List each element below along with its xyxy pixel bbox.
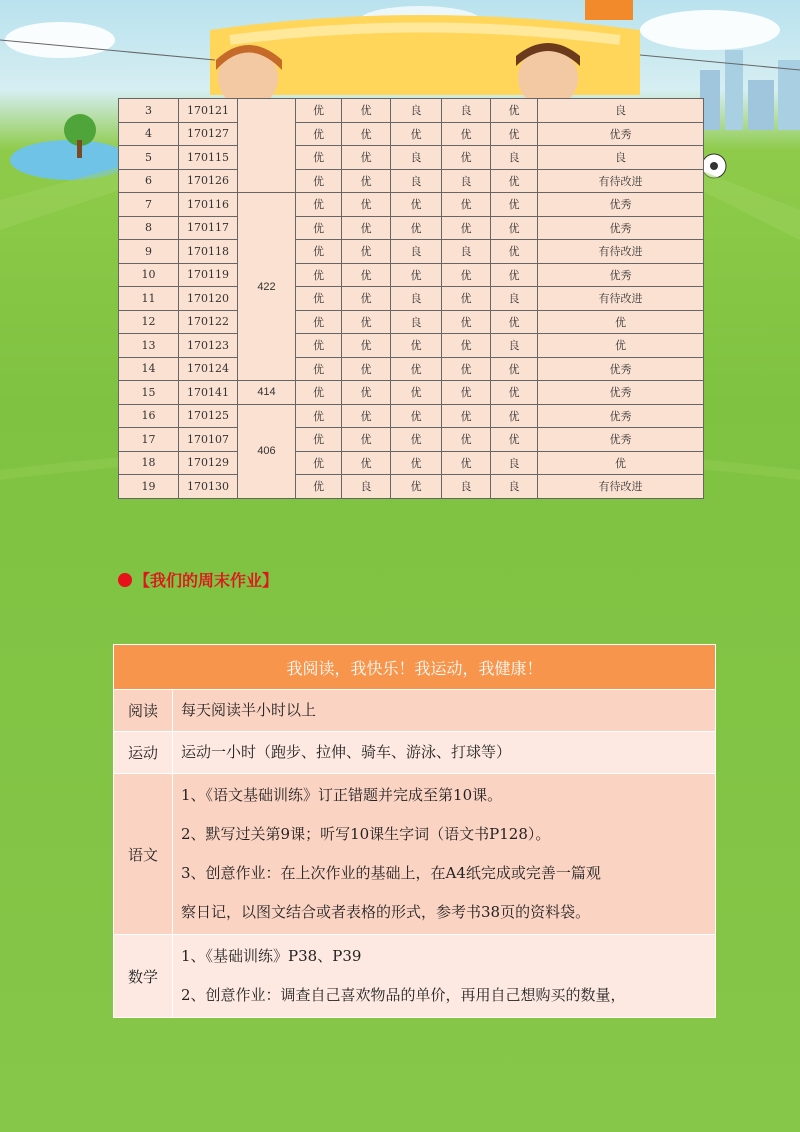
table-row bbox=[119, 334, 704, 358]
grade-cell: 优 bbox=[391, 475, 442, 499]
student-id: 170118 bbox=[179, 240, 238, 264]
table-row bbox=[119, 193, 704, 217]
grade-cell: 优 bbox=[442, 381, 491, 405]
math-task-line: 2、创意作业：调查自己喜欢物品的单价，再用自己想购买的数量， bbox=[181, 986, 626, 1004]
grade-cell: 优 bbox=[296, 146, 342, 170]
grade-cell: 良 bbox=[342, 475, 391, 499]
student-id: 170122 bbox=[179, 310, 238, 334]
overall-rating: 有待改进 bbox=[538, 475, 704, 499]
student-id: 170127 bbox=[179, 122, 238, 146]
grade-cell: 优 bbox=[296, 451, 342, 475]
overall-rating: 优秀 bbox=[538, 381, 704, 405]
grades-table bbox=[118, 98, 704, 499]
grade-cell: 优 bbox=[442, 193, 491, 217]
row-number: 17 bbox=[119, 428, 179, 452]
table-row bbox=[119, 146, 704, 170]
grade-cell: 优 bbox=[342, 169, 391, 193]
table-row bbox=[119, 287, 704, 311]
grade-cell: 优 bbox=[342, 240, 391, 264]
grade-cell: 优 bbox=[491, 169, 538, 193]
table-row bbox=[119, 240, 704, 264]
grade-cell: 优 bbox=[342, 334, 391, 358]
grade-cell: 优 bbox=[342, 122, 391, 146]
overall-rating: 优 bbox=[538, 310, 704, 334]
grade-cell: 优 bbox=[296, 122, 342, 146]
grade-cell: 优 bbox=[442, 122, 491, 146]
grade-cell: 优 bbox=[296, 287, 342, 311]
row-number: 16 bbox=[119, 404, 179, 428]
grade-cell: 优 bbox=[491, 240, 538, 264]
overall-rating: 优秀 bbox=[538, 193, 704, 217]
grade-cell: 良 bbox=[442, 240, 491, 264]
student-id: 170117 bbox=[179, 216, 238, 240]
student-id: 170130 bbox=[179, 475, 238, 499]
row-number: 6 bbox=[119, 169, 179, 193]
grade-cell: 优 bbox=[296, 263, 342, 287]
student-id: 170120 bbox=[179, 287, 238, 311]
grade-cell: 优 bbox=[296, 310, 342, 334]
grade-cell: 优 bbox=[491, 99, 538, 123]
grade-cell: 优 bbox=[342, 310, 391, 334]
grade-cell: 优 bbox=[442, 216, 491, 240]
row-number: 12 bbox=[119, 310, 179, 334]
row-number: 4 bbox=[119, 122, 179, 146]
chinese-task-line: 察日记，以图文结合或者表格的形式，参考书38页的资料袋。 bbox=[181, 903, 591, 921]
overall-rating: 良 bbox=[538, 146, 704, 170]
overall-rating: 优秀 bbox=[538, 216, 704, 240]
chinese-label: 语文 bbox=[114, 774, 173, 935]
table-row bbox=[119, 428, 704, 452]
grade-cell: 优 bbox=[442, 334, 491, 358]
grade-cell: 良 bbox=[491, 475, 538, 499]
homework-row-sports bbox=[114, 732, 716, 774]
grade-cell: 良 bbox=[391, 146, 442, 170]
grade-cell: 优 bbox=[442, 451, 491, 475]
chinese-task-line: 2、默写过关第9课；听写10课生字词（语文书P128）。 bbox=[181, 825, 551, 843]
grade-cell: 良 bbox=[391, 240, 442, 264]
room-number: 406 bbox=[238, 404, 296, 498]
chinese-task-line: 3、创意作业：在上次作业的基础上，在A4纸完成或完善一篇观 bbox=[181, 864, 601, 882]
grade-cell: 优 bbox=[296, 404, 342, 428]
room-number bbox=[238, 99, 296, 193]
row-number: 13 bbox=[119, 334, 179, 358]
student-id: 170121 bbox=[179, 99, 238, 123]
grade-cell: 优 bbox=[342, 404, 391, 428]
homework-row-math bbox=[114, 935, 716, 1018]
student-id: 170115 bbox=[179, 146, 238, 170]
row-number: 11 bbox=[119, 287, 179, 311]
reading-text: 每天阅读半小时以上 bbox=[173, 690, 716, 732]
sports-label: 运动 bbox=[114, 732, 173, 774]
table-row bbox=[119, 451, 704, 475]
chinese-tasks bbox=[173, 774, 716, 935]
grade-cell: 优 bbox=[391, 334, 442, 358]
homework-row-chinese bbox=[114, 774, 716, 935]
grade-cell: 优 bbox=[391, 381, 442, 405]
row-number: 10 bbox=[119, 263, 179, 287]
row-number: 15 bbox=[119, 381, 179, 405]
grade-cell: 优 bbox=[442, 263, 491, 287]
grade-cell: 优 bbox=[342, 357, 391, 381]
grade-cell: 优 bbox=[391, 122, 442, 146]
overall-rating: 优秀 bbox=[538, 404, 704, 428]
weekend-homework-title: 【我们的周末作业】 bbox=[118, 568, 278, 591]
student-id: 170126 bbox=[179, 169, 238, 193]
grade-cell: 优 bbox=[391, 216, 442, 240]
math-tasks bbox=[173, 935, 716, 1018]
overall-rating: 有待改进 bbox=[538, 169, 704, 193]
grade-cell: 优 bbox=[296, 240, 342, 264]
row-number: 9 bbox=[119, 240, 179, 264]
grade-cell: 良 bbox=[442, 169, 491, 193]
chinese-task-line: 1、《语文基础训练》订正错题并完成至第10课。 bbox=[181, 786, 503, 804]
grade-cell: 良 bbox=[391, 99, 442, 123]
homework-row-reading bbox=[114, 690, 716, 732]
homework-heading: 我阅读，我快乐！我运动，我健康！ bbox=[114, 645, 716, 690]
grade-cell: 良 bbox=[391, 310, 442, 334]
grade-cell: 优 bbox=[491, 381, 538, 405]
row-number: 14 bbox=[119, 357, 179, 381]
grade-cell: 优 bbox=[342, 216, 391, 240]
grade-cell: 优 bbox=[491, 216, 538, 240]
grade-cell: 优 bbox=[296, 193, 342, 217]
grade-cell: 优 bbox=[342, 146, 391, 170]
grade-cell: 优 bbox=[296, 216, 342, 240]
table-row bbox=[119, 357, 704, 381]
student-id: 170125 bbox=[179, 404, 238, 428]
overall-rating: 优秀 bbox=[538, 263, 704, 287]
student-id: 170107 bbox=[179, 428, 238, 452]
grade-cell: 优 bbox=[296, 99, 342, 123]
grade-cell: 良 bbox=[442, 475, 491, 499]
grade-cell: 优 bbox=[391, 193, 442, 217]
student-id: 170129 bbox=[179, 451, 238, 475]
grade-cell: 良 bbox=[491, 334, 538, 358]
grade-cell: 优 bbox=[342, 99, 391, 123]
student-id: 170119 bbox=[179, 263, 238, 287]
overall-rating: 有待改进 bbox=[538, 240, 704, 264]
row-number: 8 bbox=[119, 216, 179, 240]
table-row bbox=[119, 263, 704, 287]
grade-cell: 优 bbox=[296, 334, 342, 358]
grade-cell: 优 bbox=[491, 310, 538, 334]
overall-rating: 优秀 bbox=[538, 122, 704, 146]
math-task-line: 1、《基础训练》P38、P39 bbox=[181, 947, 362, 965]
grade-cell: 优 bbox=[442, 404, 491, 428]
grade-cell: 良 bbox=[491, 451, 538, 475]
row-number: 18 bbox=[119, 451, 179, 475]
grade-cell: 良 bbox=[442, 99, 491, 123]
table-row bbox=[119, 381, 704, 405]
row-number: 7 bbox=[119, 193, 179, 217]
student-id: 170123 bbox=[179, 334, 238, 358]
row-number: 19 bbox=[119, 475, 179, 499]
grade-cell: 优 bbox=[491, 428, 538, 452]
grade-cell: 优 bbox=[342, 287, 391, 311]
grade-cell: 优 bbox=[342, 428, 391, 452]
grade-cell: 优 bbox=[342, 381, 391, 405]
grade-cell: 良 bbox=[491, 287, 538, 311]
table-row bbox=[119, 404, 704, 428]
math-label: 数学 bbox=[114, 935, 173, 1018]
student-id: 170141 bbox=[179, 381, 238, 405]
homework-table bbox=[113, 644, 716, 1018]
grade-cell: 优 bbox=[442, 310, 491, 334]
grade-cell: 优 bbox=[296, 357, 342, 381]
grade-cell: 优 bbox=[491, 263, 538, 287]
grade-cell: 优 bbox=[491, 193, 538, 217]
grade-cell: 优 bbox=[391, 404, 442, 428]
overall-rating: 优秀 bbox=[538, 357, 704, 381]
row-number: 3 bbox=[119, 99, 179, 123]
grade-cell: 良 bbox=[391, 169, 442, 193]
table-row bbox=[119, 216, 704, 240]
grade-cell: 优 bbox=[491, 357, 538, 381]
overall-rating: 有待改进 bbox=[538, 287, 704, 311]
table-row bbox=[119, 169, 704, 193]
grade-cell: 优 bbox=[342, 193, 391, 217]
overall-rating: 优秀 bbox=[538, 428, 704, 452]
grade-cell: 优 bbox=[391, 357, 442, 381]
grade-cell: 优 bbox=[442, 357, 491, 381]
grade-cell: 优 bbox=[442, 146, 491, 170]
grade-cell: 优 bbox=[296, 475, 342, 499]
grade-cell: 优 bbox=[296, 428, 342, 452]
table-row bbox=[119, 475, 704, 499]
overall-rating: 良 bbox=[538, 99, 704, 123]
red-bullet-icon bbox=[118, 573, 132, 587]
grade-cell: 优 bbox=[342, 263, 391, 287]
overall-rating: 优 bbox=[538, 451, 704, 475]
grade-cell: 优 bbox=[391, 263, 442, 287]
table-row bbox=[119, 310, 704, 334]
row-number: 5 bbox=[119, 146, 179, 170]
table-row bbox=[119, 122, 704, 146]
grade-cell: 优 bbox=[296, 169, 342, 193]
table-row bbox=[119, 99, 704, 123]
grade-cell: 优 bbox=[296, 381, 342, 405]
room-number: 422 bbox=[238, 193, 296, 381]
student-id: 170116 bbox=[179, 193, 238, 217]
grade-cell: 优 bbox=[442, 287, 491, 311]
reading-label: 阅读 bbox=[114, 690, 173, 732]
sports-text: 运动一小时（跑步、拉伸、骑车、游泳、打球等） bbox=[173, 732, 716, 774]
room-number: 414 bbox=[238, 381, 296, 405]
overall-rating: 优 bbox=[538, 334, 704, 358]
grade-cell: 良 bbox=[491, 146, 538, 170]
grade-cell: 优 bbox=[442, 428, 491, 452]
grade-cell: 优 bbox=[491, 122, 538, 146]
grade-cell: 优 bbox=[391, 451, 442, 475]
student-id: 170124 bbox=[179, 357, 238, 381]
grade-cell: 良 bbox=[391, 287, 442, 311]
grade-cell: 优 bbox=[342, 451, 391, 475]
grade-cell: 优 bbox=[391, 428, 442, 452]
grade-cell: 优 bbox=[491, 404, 538, 428]
